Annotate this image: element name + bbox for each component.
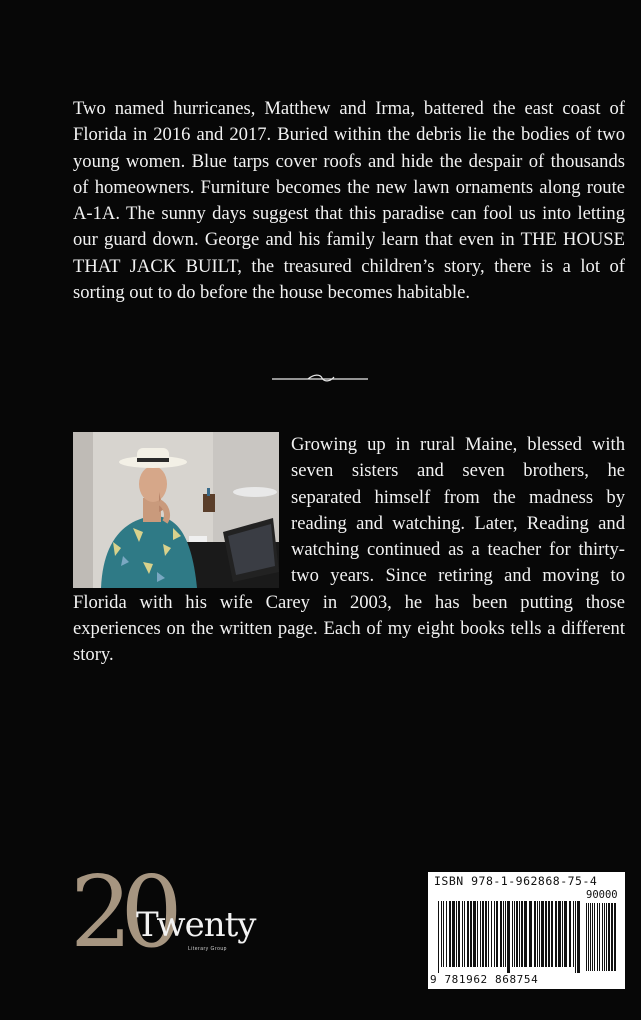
logo-number: 20 <box>70 856 171 970</box>
logo-subtitle: Literary Group <box>188 946 227 952</box>
isbn-barcode <box>428 872 625 989</box>
ean-digits: 9 781962 868754 <box>430 973 539 986</box>
publisher-logo <box>70 856 270 980</box>
blurb-text: Two named hurricanes, Matthew and Irma, battered the east coast of Florida in 2016 and 2017. Buried within the debris lie the bodies of two young women. Blue tarps cover roofs and hide the despair of thousands of homeowners. Furniture becomes the new lawn ornaments along route A-1A. The sunny days suggest that this paradise can fool us into letting our guard down. George and his family learn that even in THE HOUSE THAT JACK BUILT, the treasured children’s story, there is a lot of sorting out to do before the house becomes habitable. <box>73 98 625 304</box>
logo-word: Twenty <box>136 905 256 945</box>
divider-ornament <box>272 372 368 386</box>
author-bio-text: Growing up in rural Maine, blessed with seven sisters and seven brothers, he separated himself from the madness by reading and watching. Later, Reading and watching continued as a teacher for thirty-two years. Since retiring and moving to Florida with his wife Carey in 2003, he has been putting those experiences on the written page. Each of my eight books tells a different story. <box>73 434 625 666</box>
isbn-label: ISBN 978-1-962868-75-4 <box>434 874 598 888</box>
price-addon: 90000 <box>586 889 618 901</box>
barcode-bars <box>438 889 618 973</box>
